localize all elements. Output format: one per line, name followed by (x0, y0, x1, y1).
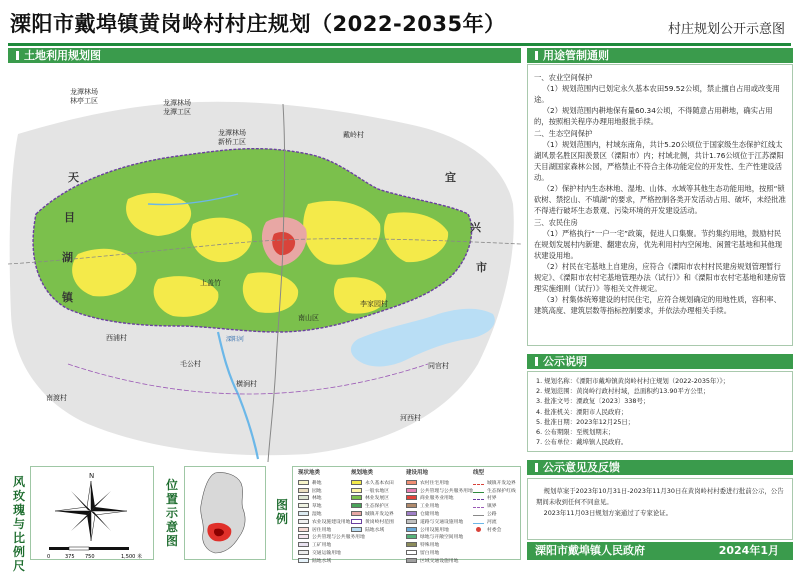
legend-item: 草地 (298, 503, 350, 511)
wind-rose-icon (31, 467, 153, 559)
map-label: 上盖竹 (200, 279, 221, 287)
scale-bar (49, 547, 129, 550)
location-panel (184, 466, 266, 560)
rules-paragraph: （3）村集体统筹建设的村民住宅，应符合规划确定的用地性质，容积率、建筑高度、建筑层数等指标控制要求，并依法办理相关手续。 (534, 295, 781, 315)
compass-label: 风玫瑰与比例尺 (12, 475, 25, 573)
feedback-paragraph: 规划草案于2023年10月31日-2023年11月30日在黄岗岭村村委进行批前公示，公告期间未收到任何不同意见。 (536, 487, 784, 506)
feedback-panel-heading (527, 460, 793, 475)
legend-item: 工业用地 (406, 503, 468, 511)
legend-item: 仓储用地 (406, 511, 468, 519)
map-label: 镇 (62, 291, 73, 304)
rules-paragraph: 一、农业空间保护 (534, 73, 593, 82)
county-outline (201, 472, 245, 553)
notice-panel-heading-text: 公示说明 (543, 355, 587, 368)
legend-column-head: 建设用地 (406, 470, 429, 476)
map-panel-heading-text: 土地利用规划图 (24, 49, 101, 62)
rules-paragraph: （1）规划范围内，村域东南角，共计5.20公顷位于国家级生态保护红线太湖风景名胜区阳羡景区（溧阳市）内；村域北侧，共计1.76公顷位于江苏溧阳天目湖国家森林公园，严格禁止不符合主体功能定位的开发性、生产性建设活动。 (534, 140, 784, 182)
legend-item: 公用设施用地 (406, 527, 468, 535)
legend-item: 镇界 (473, 503, 519, 511)
map-label: 龙潭林场 (70, 88, 98, 96)
legend-column-lines (473, 470, 519, 534)
scale-tick: 1,500 (121, 554, 136, 560)
map-label: 龙潭林场 (163, 99, 191, 107)
legend-item: 村委会 (473, 527, 519, 535)
legend-item: 交通运输用地 (298, 550, 350, 558)
page-header (0, 0, 799, 44)
legend-item: 居住用地 (298, 527, 350, 535)
notice-item: 3. 批准文号：溧政复〔2023〕338号； (536, 397, 650, 406)
legend-item: 公路 (473, 511, 519, 519)
legend-item: 城镇开发边界 (473, 480, 519, 488)
legend-item: 黄岗岭村范围 (351, 519, 403, 527)
legend-item: 生态保护红线 (473, 488, 519, 496)
legend-item: 公共管理与公共服务用地 (406, 488, 468, 496)
map-label: 林亭工区 (70, 97, 98, 105)
rules-panel-heading (527, 48, 793, 63)
scale-tick: 375 (65, 554, 75, 560)
map-label: 溧阳河 (226, 336, 245, 343)
legend-item: 一般农地区 (351, 488, 403, 496)
map-label: 龙潭林场 (218, 129, 246, 137)
legend-column-construction (406, 470, 473, 566)
rules-panel (527, 64, 793, 346)
rules-paragraph: （2）村民在宅基地上自建房，应符合《溧阳市农村村民建房规划管理暂行规定》、《溧阳市农村宅基地管理办法（试行）》和《溧阳市农村宅基地和建房管理实施细则（试行）》等相关文件规定。 (534, 262, 786, 293)
map-label: 目 (64, 211, 75, 224)
compass-panel (30, 466, 154, 560)
legend-item: 园地 (298, 488, 350, 496)
map-label: 李家园村 (360, 300, 388, 308)
notice-panel-heading (527, 354, 793, 369)
page-subtitle: 村庄规划公开示意图 (667, 22, 785, 37)
legend-column-head: 线型 (473, 470, 485, 476)
notice-panel (527, 371, 793, 452)
legend-column-head: 现状地类 (298, 470, 321, 476)
map-label: 湖 (62, 251, 73, 264)
footer-date: 2024年1月 (718, 544, 779, 557)
legend-item: 特殊用地 (406, 542, 468, 550)
north-label: N (89, 472, 95, 480)
rules-paragraph: （2）规划范围内耕地保有量60.34公顷，不得随意占用耕地，确实占用的，按照相关程序办理用地报批手续。 (534, 106, 773, 126)
scale-tick: 750 (85, 554, 95, 560)
legend-column-planned (351, 470, 403, 534)
legend-item: 耕地 (298, 480, 350, 488)
scale-tick: 0 (47, 554, 51, 560)
land-use-map (8, 64, 521, 462)
map-label: 天 (68, 171, 79, 184)
legend-item: 湿地 (298, 511, 350, 519)
map-panel-heading (8, 48, 521, 63)
legend-item: 道路与交通设施用地 (406, 519, 468, 527)
legend-item: 绿地与开敞空间用地 (406, 534, 468, 542)
notice-item: 4. 批准机关：溧阳市人民政府； (536, 407, 628, 416)
feedback-paragraph: 2023年11月03日规划方案通过了专家论证。 (543, 509, 673, 517)
legend-item: 农村住宅用地 (406, 480, 468, 488)
legend-item: 工矿用地 (298, 542, 350, 550)
legend-item: 城镇开发边界 (351, 511, 403, 519)
location-map (185, 467, 265, 559)
map-label: 龙潭工区 (163, 108, 191, 116)
map-label: 河西村 (400, 414, 421, 422)
map-label: 毛公村 (180, 360, 201, 368)
location-label: 位置示意图 (165, 478, 178, 548)
map-label: 宜 (445, 171, 456, 184)
map-label: 戴岭村 (343, 131, 364, 139)
rules-paragraph: 二、生态空间保护 (534, 129, 593, 138)
map-label: 兴 (470, 221, 481, 234)
rules-paragraph: （2）保护村内生态林地、湿地、山体、水域等其他生态功能用地，按照“锁砍树、禁挖山、不填湖”的要求，严格控制各类开发活动占用、破坏，未经批准不得进行破坏生态景观、污染环境的开发建设活动。 (534, 184, 786, 215)
legend-item: 永久基本农田 (351, 480, 403, 488)
notice-item: 7. 公布单位：戴埠镇人民政府。 (536, 438, 628, 447)
footer-bar (527, 542, 793, 560)
map-label: 西浦村 (106, 334, 127, 342)
legend-item: 区域交通设施用地 (406, 558, 468, 566)
map-label: 同官村 (428, 362, 449, 370)
notice-item: 1. 规划名称：《溧阳市戴埠镇黄岗岭村村庄规划（2022-2035年）》； (536, 377, 730, 385)
scale-unit: 米 (137, 554, 143, 560)
legend-item: 农业设施建设用地 (298, 519, 350, 527)
map-label: 南山区 (298, 314, 319, 322)
map-label: 新桥工区 (218, 138, 246, 146)
notice-item: 6. 公布期限：至规划期末； (536, 428, 615, 437)
footer-org: 溧阳市戴埠镇人民政府 (535, 544, 645, 557)
map-label: 横涧村 (236, 380, 257, 388)
map-label: 南渡村 (46, 394, 67, 402)
rules-paragraph: （1）严格执行“一户一宅”政策，促进人口集聚。节约集约用地，鼓励村民在规划发展村内新建、翻建农房，优先利用村内空闲地、闲置宅基地和其他现状建设用地。 (534, 229, 783, 260)
rules-panel-heading-text: 用途管制通则 (543, 49, 609, 62)
rules-paragraph: 三、农民住房 (534, 218, 578, 227)
rules-paragraph: （1）规划范围内已划定永久基本农田59.52公顷，禁止擅自占用或改变用途。 (534, 84, 780, 104)
notice-item: 5. 批准日期：2023年12月25日； (536, 417, 635, 426)
legend-item: 公共管理与公共服务用地 (298, 534, 350, 542)
header-rule (8, 43, 791, 46)
notice-item: 2. 规划范围：黄岗岭行政村村域，总面积约13.90平方公里； (536, 387, 710, 396)
legend-panel (292, 466, 521, 564)
legend-item: 生态保护区 (351, 503, 403, 511)
legend-column-head: 规划地类 (351, 470, 374, 476)
page-title: 溧阳市戴埠镇黄岗岭村村庄规划（2022-2035年） (10, 12, 506, 36)
feedback-panel (527, 478, 793, 540)
legend-item: 陆地水域 (351, 527, 403, 535)
legend-item: 村界 (473, 495, 519, 503)
legend-label: 图例 (275, 498, 288, 526)
legend-item: 商业服务业用地 (406, 495, 468, 503)
legend-item: 林业发展区 (351, 495, 403, 503)
legend-item: 陆地水域 (298, 558, 350, 566)
legend-item: 河流 (473, 519, 519, 527)
legend-item: 林地 (298, 495, 350, 503)
map-label: 市 (476, 261, 487, 274)
map-canvas (8, 64, 521, 462)
feedback-panel-heading-text: 公示意见及反馈 (543, 461, 620, 474)
legend-item: 留白用地 (406, 550, 468, 558)
